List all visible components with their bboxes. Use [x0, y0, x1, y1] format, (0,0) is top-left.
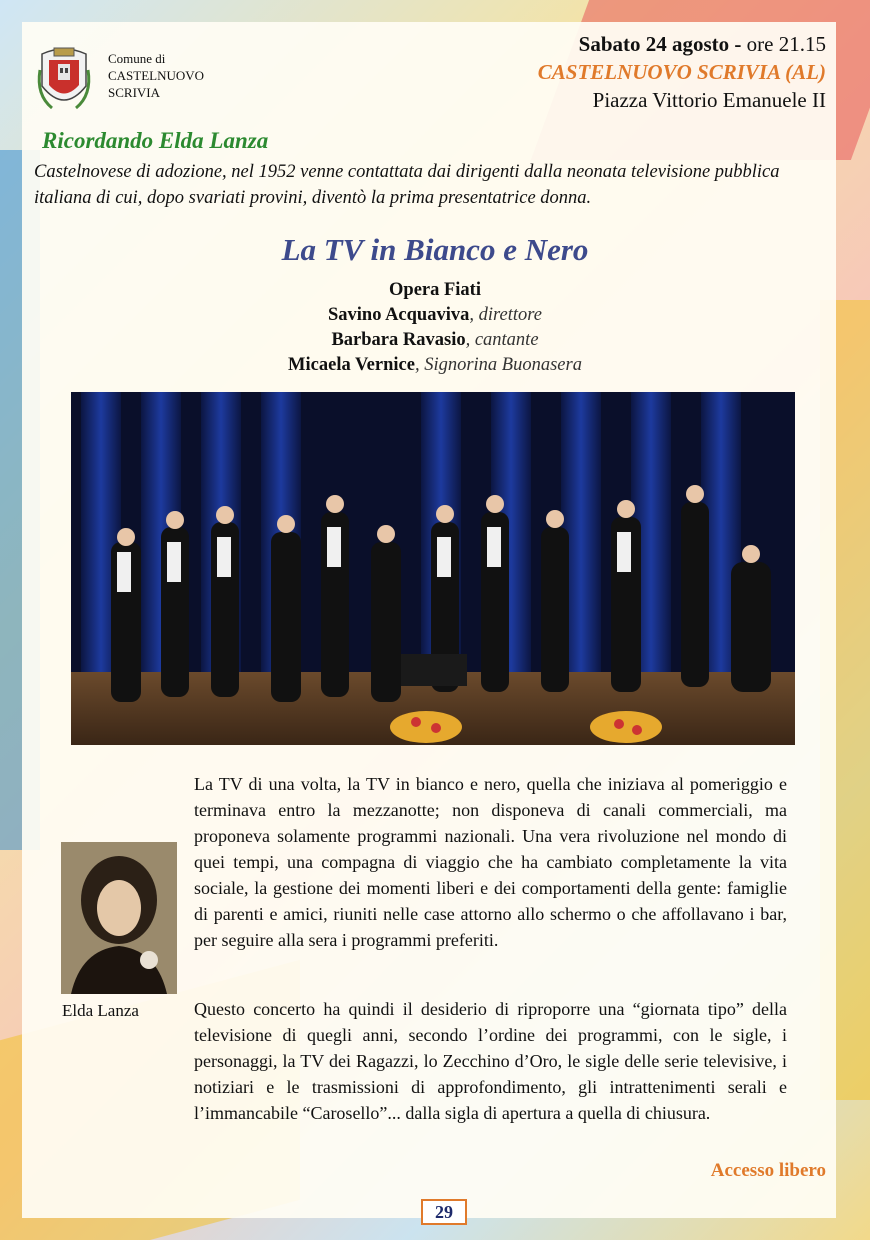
municipal-crest-icon	[34, 40, 94, 116]
credits-block	[0, 278, 870, 378]
ensemble-name: Opera Fiati	[389, 280, 481, 300]
comune-line: SCRIVIA	[108, 85, 161, 100]
event-title: La TV in Bianco e Nero	[281, 232, 589, 267]
concert-photo	[71, 392, 795, 745]
comune-label	[108, 50, 204, 101]
event-time: ore 21.15	[741, 32, 826, 56]
comune-line: Comune di	[108, 51, 166, 66]
credit-line	[0, 328, 870, 353]
paragraph-2: Questo concerto ha quindi il desiderio di riproporre una “giornata tipo” della televisione di quegli anni, secondo l’ordine dei programmi, con le sigle, i personaggi, la TV dei Ragazzi, lo Zecchino d’Oro, le sigle delle serie televisive, i notiziari e le trasmissioni di approfondimento, gli intrattenimenti serali e l’immancabile “Carosello”... dalla sigla di apertura a quella di chiusura.	[194, 999, 787, 1123]
credit-name: Micaela Vernice	[288, 355, 415, 375]
event-datetime	[366, 30, 826, 58]
portrait-caption: Elda Lanza	[62, 1001, 139, 1020]
credit-line	[0, 303, 870, 328]
event-venue: Piazza Vittorio Emanuele II	[592, 88, 826, 112]
event-header	[366, 30, 826, 114]
credit-role: , cantante	[465, 330, 539, 350]
access-note: Accesso libero	[710, 1160, 826, 1181]
portrait-photo	[61, 842, 177, 994]
credit-name: Savino Acquaviva	[328, 305, 470, 325]
page-number: 29	[421, 1199, 467, 1225]
credit-line	[0, 353, 870, 378]
tribute-heading: Ricordando Elda Lanza	[42, 128, 269, 153]
comune-line: CASTELNUOVO	[108, 68, 205, 83]
paragraph-1: La TV di una volta, la TV in bianco e nero, quella che iniziava al pomeriggio e terminava entro la mezzanotte; non disponeva di canali commerciali, ma proponeva solamente programmi nazionali. Una vera rivoluzione nel mondo di quei tempi, una compagna di viaggio che ha cambiato completamente la vita sociale, la gestione dei momenti liberi e dei comportamenti della gente: famiglie di parenti e amici, riuniti nelle case attorno allo schermo o che affollavano i bar, per seguire alla sera i programmi preferiti.	[194, 774, 787, 950]
credit-role: , direttore	[469, 305, 542, 325]
event-date: Sabato 24 agosto -	[578, 32, 742, 56]
event-city: CASTELNUOVO SCRIVIA (AL)	[537, 60, 826, 84]
credit-role: , Signorina Buonasera	[414, 355, 582, 375]
credit-name: Barbara Ravasio	[331, 330, 466, 350]
tribute-intro: Castelnovese di adozione, nel 1952 venne contattata dai dirigenti dalla neonata televisione pubblica italiana di cui, dopo svariati provini, diventò la prima presentatrice donna.	[34, 162, 780, 208]
